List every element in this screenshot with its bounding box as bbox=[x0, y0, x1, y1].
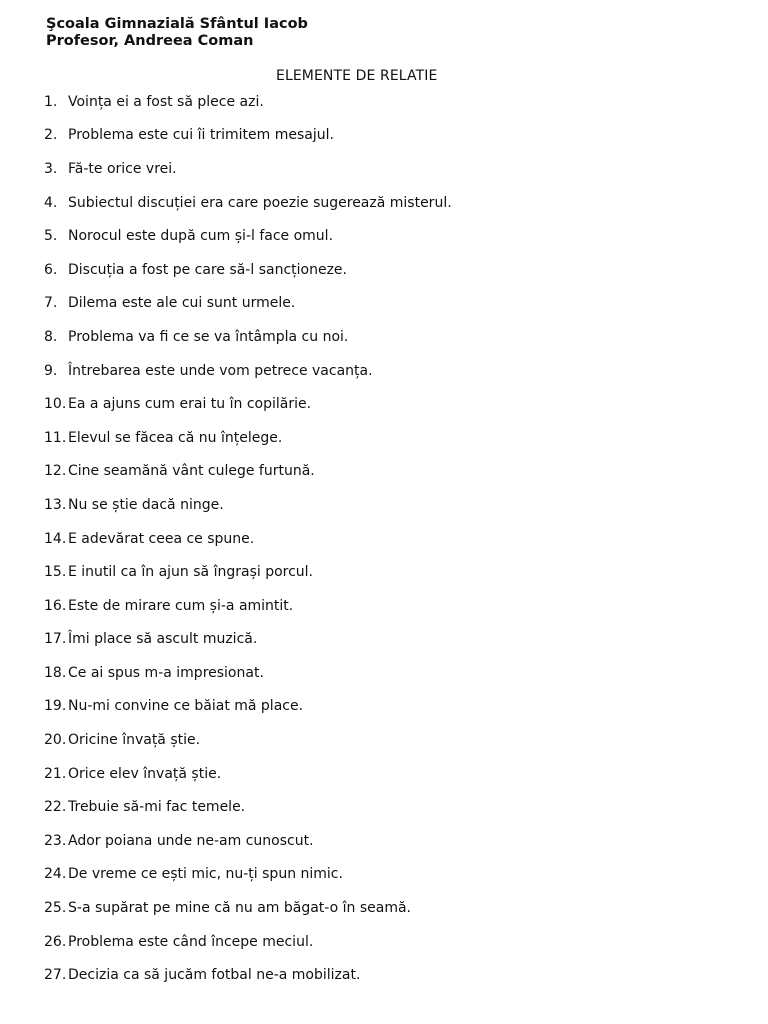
list-item bbox=[44, 421, 452, 455]
item-text: Este de mirare cum și-a amintit. bbox=[68, 597, 294, 614]
list-item bbox=[44, 219, 452, 253]
item-text: Dilema este ale cui sunt urmele. bbox=[68, 295, 296, 312]
item-number: 7. bbox=[44, 295, 58, 312]
item-text: Subiectul discuției era care poezie sugerează misterul. bbox=[68, 194, 452, 211]
item-text: Îmi place să ascult muzică. bbox=[68, 631, 258, 648]
item-text: Decizia ca să jucăm fotbal ne-a mobilizat. bbox=[68, 967, 361, 984]
exercise-list bbox=[44, 85, 452, 992]
item-text: S-a supărat pe mine că nu am băgat-o în seamă. bbox=[68, 900, 411, 917]
item-text: Trebuie să-mi fac temele. bbox=[68, 799, 246, 816]
item-number: 4. bbox=[44, 194, 58, 211]
item-text: Discuția a fost pe care să-l sancționeze. bbox=[68, 261, 347, 278]
item-text: Problema va fi ce se va întâmpla cu noi. bbox=[68, 328, 349, 345]
item-number: 18. bbox=[44, 664, 67, 681]
list-item bbox=[44, 320, 452, 354]
item-text: Ador poiana unde ne-am cunoscut. bbox=[68, 832, 314, 849]
teacher-name: Profesor, Andreea Coman bbox=[46, 33, 254, 49]
item-text: Cine seamănă vânt culege furtună. bbox=[68, 463, 315, 480]
list-item bbox=[44, 891, 452, 925]
list-item bbox=[44, 925, 452, 959]
item-number: 15. bbox=[44, 564, 67, 581]
item-text: Ce ai spus m-a impresionat. bbox=[68, 664, 264, 681]
item-number: 14. bbox=[44, 530, 67, 547]
item-number: 9. bbox=[44, 362, 58, 379]
item-number: 10. bbox=[44, 396, 67, 413]
list-item bbox=[44, 354, 452, 388]
list-item bbox=[44, 589, 452, 623]
list-item bbox=[44, 623, 452, 657]
item-number: 22. bbox=[44, 799, 67, 816]
item-number: 24. bbox=[44, 866, 67, 883]
item-number: 20. bbox=[44, 732, 67, 749]
item-text: De vreme ce ești mic, nu-ți spun nimic. bbox=[68, 866, 343, 883]
list-item bbox=[44, 253, 452, 287]
item-number: 2. bbox=[44, 127, 58, 144]
item-text: Elevul se făcea că nu înțelege. bbox=[68, 429, 283, 446]
item-number: 6. bbox=[44, 261, 58, 278]
item-text: Nu-mi convine ce băiat mă place. bbox=[68, 698, 304, 715]
list-item bbox=[44, 186, 452, 220]
item-number: 5. bbox=[44, 228, 58, 245]
item-number: 12. bbox=[44, 463, 67, 480]
list-item bbox=[44, 858, 452, 892]
item-number: 19. bbox=[44, 698, 67, 715]
item-text: Voința ei a fost să plece azi. bbox=[68, 93, 264, 110]
item-text: Oricine învață știe. bbox=[68, 732, 201, 749]
item-number: 27. bbox=[44, 967, 67, 984]
document-header bbox=[46, 16, 308, 50]
list-item bbox=[44, 85, 452, 119]
list-item bbox=[44, 287, 452, 321]
item-number: 25. bbox=[44, 900, 67, 917]
list-item bbox=[44, 555, 452, 589]
list-item bbox=[44, 522, 452, 556]
item-number: 17. bbox=[44, 631, 67, 648]
item-text: E adevărat ceea ce spune. bbox=[68, 530, 255, 547]
item-number: 11. bbox=[44, 429, 67, 446]
item-text: Fă-te orice vrei. bbox=[68, 160, 177, 177]
list-item bbox=[44, 152, 452, 186]
item-number: 8. bbox=[44, 328, 58, 345]
item-number: 26. bbox=[44, 933, 67, 950]
item-text: Norocul este după cum și-l face omul. bbox=[68, 228, 334, 245]
list-item bbox=[44, 455, 452, 489]
list-item bbox=[44, 790, 452, 824]
item-number: 21. bbox=[44, 765, 67, 782]
item-text: E inutil ca în ajun să îngrași porcul. bbox=[68, 564, 314, 581]
list-item bbox=[44, 119, 452, 153]
list-item bbox=[44, 824, 452, 858]
list-item bbox=[44, 757, 452, 791]
list-item bbox=[44, 488, 452, 522]
item-text: Nu se știe dacă ninge. bbox=[68, 496, 224, 513]
item-text: Întrebarea este unde vom petrece vacanța. bbox=[68, 362, 373, 379]
item-text: Problema este când începe meciul. bbox=[68, 933, 314, 950]
list-item bbox=[44, 723, 452, 757]
list-item bbox=[44, 656, 452, 690]
item-text: Orice elev învață știe. bbox=[68, 765, 222, 782]
list-item bbox=[44, 958, 452, 992]
item-text: Ea a ajuns cum erai tu în copilărie. bbox=[68, 396, 312, 413]
item-number: 16. bbox=[44, 597, 67, 614]
list-item bbox=[44, 690, 452, 724]
item-number: 23. bbox=[44, 832, 67, 849]
school-name: Şcoala Gimnazială Sfântul Iacob bbox=[46, 16, 308, 32]
item-number: 3. bbox=[44, 160, 58, 177]
item-number: 13. bbox=[44, 496, 67, 513]
item-text: Problema este cui îi trimitem mesajul. bbox=[68, 127, 334, 144]
list-item bbox=[44, 387, 452, 421]
item-number: 1. bbox=[44, 93, 58, 110]
document-title: ELEMENTE DE RELATIE bbox=[276, 68, 438, 84]
